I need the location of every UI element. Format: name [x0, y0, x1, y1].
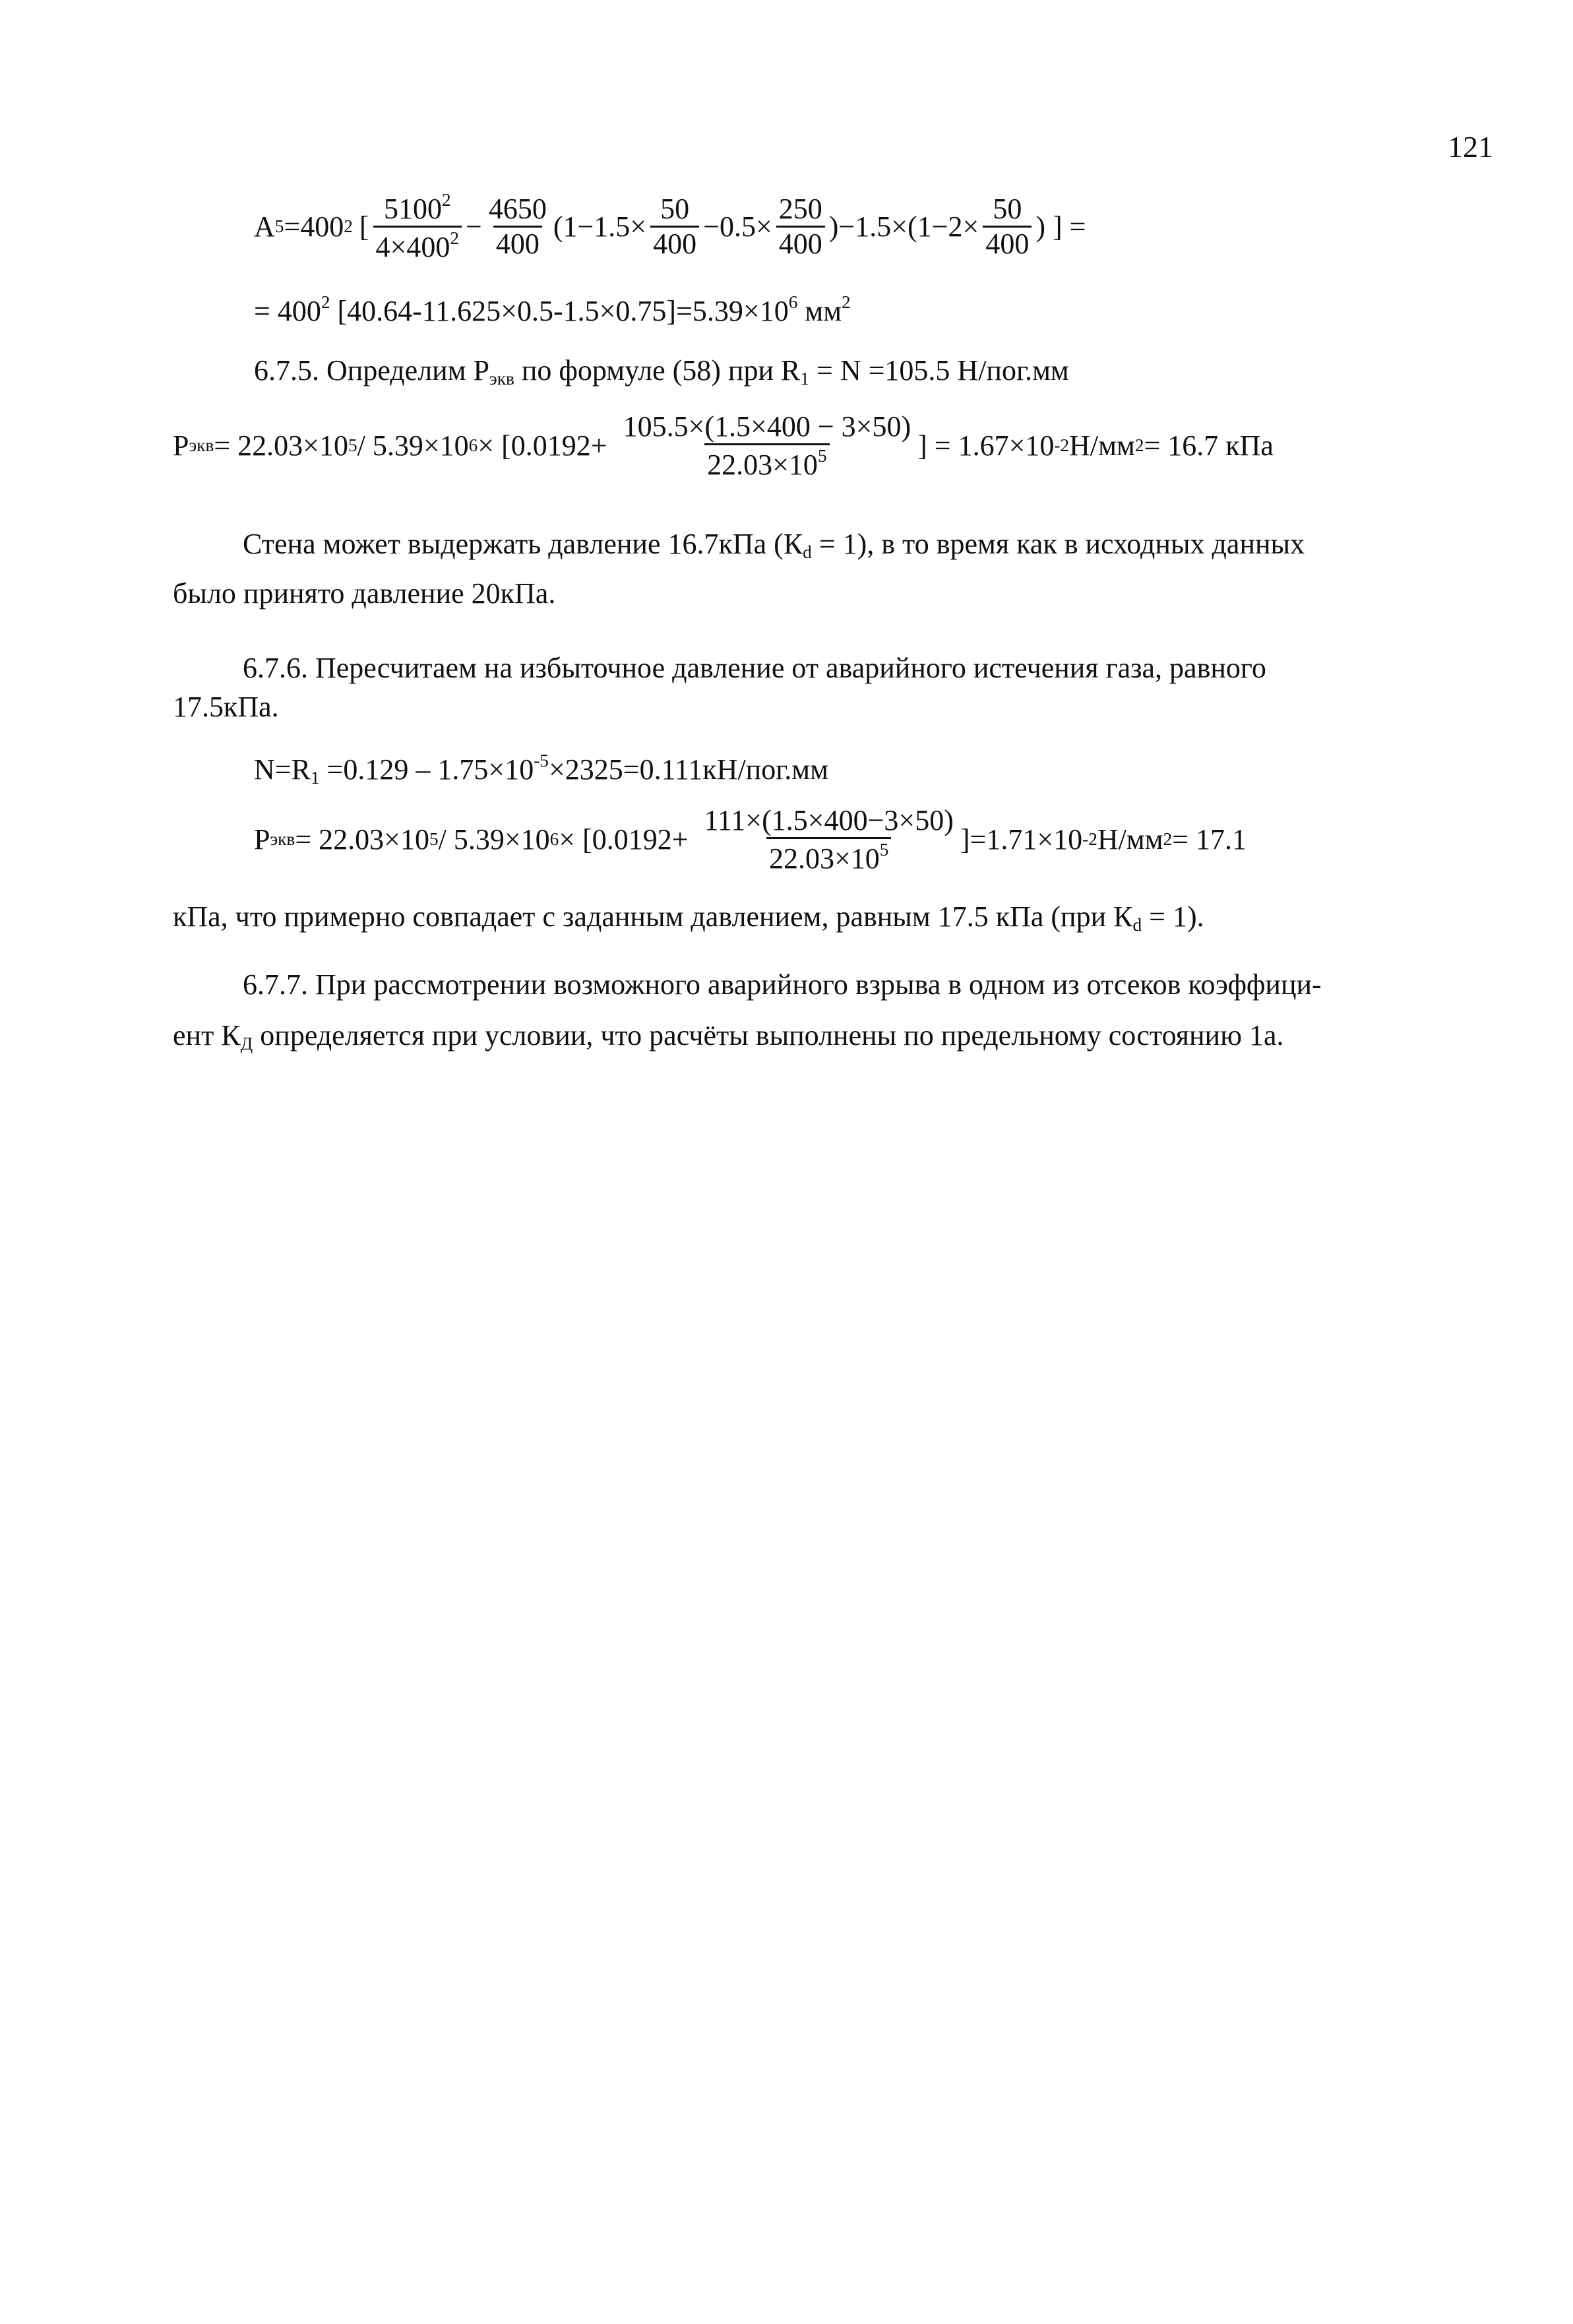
fraction-2: $\frac{4650}{400}$ [488, 193, 547, 261]
page-number: 121 [1448, 130, 1493, 164]
fraction-pekv-2: $\frac{111\times(1.5\times 400-3\times 50)}{22.03\times 10^5}$ [704, 804, 954, 875]
paragraph-677: 6.7.7. При рассмотрении возможного аварийного взрыва в одном из отсеков коэффици- [243, 968, 1322, 1001]
fraction-pekv-1: $\frac{105.5\times(1.5\times 400 - 3\times 50)}{22.03\times 10^5}$ [623, 410, 911, 482]
equation-pekv-1: Р экв = 22.03×10 5 / 5.39×10 6 × [0.0192+ $\frac{105.5\times(1.5\times 400 - 3\times 50)}{22.03\times 10^5}$ ] = 1.67×10 -2 Н/мм 2 = 16.7 кПа [173, 410, 1274, 482]
paragraph-675: 6.7.5. Определим $Р_{экв}$ по формуле (58) при $R_1 = N =105.5$ Н/пог.мм [254, 354, 1069, 389]
paragraph-match: кПа, что примерно совпадает с заданным давлением, равным 17.5 кПа (при $К_d = 1$). [173, 900, 1204, 935]
paragraph-676-line2: 17.5кПа. [173, 691, 279, 723]
equation-a5-result: = $400^2$ $[40.64-11.625\times 0.5-1.5\times 0.75]=5.39\times 10^6$ $мм^2$ [254, 292, 851, 328]
fraction-3: $\frac{50}{400}$ [650, 195, 699, 259]
paragraph-677-line2: ент $К_Д$ определяется при условии, что расчёты выполнены по предельному состоянию 1а. [173, 1019, 1284, 1053]
equation-n: $N=R_1 =0.129 - 1.75\times 10^{-5}\times 2325=0.111кН/пог.мм$ [254, 751, 828, 788]
fraction-5: $\frac{50}{400}$ [983, 195, 1032, 259]
paragraph-wall-line2: было принято давление 20кПа. [173, 577, 556, 610]
paragraph-676: 6.7.6. Пересчитаем на избыточное давление от аварийного истечения газа, равного [243, 652, 1266, 684]
equation-a5: A 5 =400 2 [ $\frac{5100^2}{4\times 400^2}$ − $\frac{4650}{400}$ (1−1.5× $\frac{50}{400}$ −0.5× $\frac{250}{400}$ )−1.5×(1−2× $\frac{50}{400}$ ) ] = [254, 190, 1086, 264]
fraction-4: $\frac{250}{400}$ [776, 195, 825, 259]
paragraph-wall: Стена может выдержать давление 16.7кПа $(К_d = 1)$, в то время как в исходных данных [243, 528, 1305, 562]
equation-pekv-2: Р экв = 22.03×10 5 / 5.39×10 6 × [0.0192+ $\frac{111\times(1.5\times 400-3\times 50)}{22.03\times 10^5}$ ]=1.71×10 -2 Н/мм 2 = 17.1 [254, 804, 1247, 875]
fraction-1: $\frac{5100^2}{4\times 400^2}$ [373, 191, 462, 262]
